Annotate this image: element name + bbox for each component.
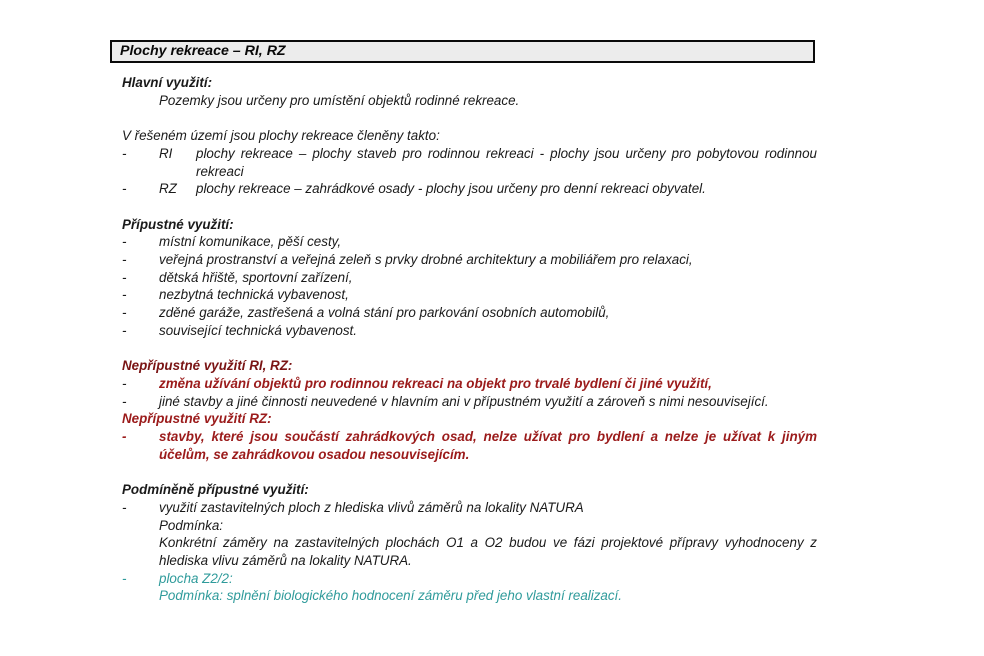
bullet-dash: - — [122, 287, 127, 303]
main-use-body: Pozemky jsou určeny pro umístění objektů rodinné rekreace. — [159, 92, 520, 108]
list-item — [122, 304, 817, 322]
bullet-dash: - — [122, 499, 127, 515]
section-conditional — [122, 481, 817, 605]
section-main-use — [122, 74, 817, 109]
permitted-item: místní komunikace, pěší cesty, — [159, 234, 342, 250]
section-title-bar — [110, 40, 815, 63]
conditional-heading: Podmíněně přípustné využití: — [122, 482, 309, 498]
division-term: RZ — [159, 181, 177, 197]
conditional-item1-text: využití zastavitelných ploch z hlediska vlivů záměrů na lokality NATURA — [159, 499, 584, 515]
list-item — [122, 375, 817, 393]
not-permitted-red-item: změna užívání objektů pro rodinnou rekreaci na objekt pro trvalé bydlení či jiné využití, — [159, 375, 712, 391]
division-term: RI — [159, 145, 173, 161]
section-title: Plochy rekreace – RI, RZ — [120, 43, 286, 59]
permitted-item: nezbytná technická vybavenost, — [159, 287, 349, 303]
bullet-dash: - — [122, 393, 127, 409]
bullet-dash: - — [122, 181, 127, 197]
list-item — [122, 393, 817, 411]
bullet-dash: - — [122, 375, 127, 391]
list-item — [122, 180, 817, 198]
not-permitted-rz-red-item: stavby, které jsou součástí zahrádkových osad, nelze užívat pro bydlení a nelze je užívat k jiným účelům, se zahrádkovou osadou nesouvisejícím. — [159, 429, 817, 462]
not-permitted-black-item: jiné stavby a jiné činnosti neuvedené v hlavním ani v přípustném využití a zároveň s nimi nesouvisející. — [159, 393, 769, 409]
list-item — [122, 251, 817, 269]
conditional-item2-condition-text: Podmínka: splnění biologického hodnocení záměru před jeho vlastní realizací. — [159, 588, 622, 604]
list-item — [122, 269, 817, 287]
list-item — [122, 570, 817, 588]
list-item — [122, 322, 817, 340]
list-item — [122, 499, 817, 517]
division-desc: plochy rekreace – zahrádkové osady - plochy jsou určeny pro denní rekreaci obyvatel. — [196, 181, 706, 197]
conditional-item1-condition-label: Podmínka: — [159, 517, 224, 533]
conditional-item2-text: plocha Z2/2: — [159, 570, 233, 586]
bullet-dash: - — [122, 570, 127, 586]
conditional-item1-condition-text: Konkrétní záměry na zastavitelných plochách O1 a O2 budou ve fázi projektové přípravy vyhodnoceny z hlediska vlivu záměrů na lokality NATURA. — [159, 535, 817, 568]
list-item — [122, 233, 817, 251]
bullet-dash: - — [122, 252, 127, 267]
list-item — [122, 145, 817, 180]
section-division — [122, 127, 817, 198]
permitted-item: zděné garáže, zastřešená a volná stání pro parkování osobních automobilů, — [159, 305, 610, 321]
section-permitted — [122, 216, 817, 340]
permitted-heading: Přípustné využití: — [122, 216, 234, 232]
division-desc: plochy rekreace – plochy staveb pro rodinnou rekreaci - plochy jsou určeny pro pobytovou rodinnou rekreaci — [196, 145, 817, 179]
bullet-dash: - — [122, 322, 127, 338]
bullet-dash: - — [122, 269, 127, 285]
bullet-dash: - — [122, 429, 127, 445]
section-not-permitted-ri-rz — [122, 357, 817, 463]
not-permitted-rz-heading: Nepřípustné využití RZ: — [122, 411, 272, 427]
bullet-dash: - — [122, 305, 127, 321]
document-content — [122, 74, 817, 605]
bullet-dash: - — [122, 145, 127, 161]
permitted-item: dětská hřiště, sportovní zařízení, — [159, 269, 353, 285]
list-item — [122, 428, 817, 463]
not-permitted-ri-rz-heading: Nepřípustné využití RI, RZ: — [122, 358, 293, 374]
list-item — [122, 286, 817, 304]
permitted-item: veřejná prostranství a veřejná zeleň s prvky drobné architektury a mobiliářem pro relaxaci, — [159, 252, 693, 267]
bullet-dash: - — [122, 234, 127, 250]
permitted-item: související technická vybavenost. — [159, 322, 357, 338]
main-use-heading: Hlavní využití: — [122, 75, 213, 90]
division-intro: V řešeném území jsou plochy rekreace členěny takto: — [122, 128, 440, 144]
